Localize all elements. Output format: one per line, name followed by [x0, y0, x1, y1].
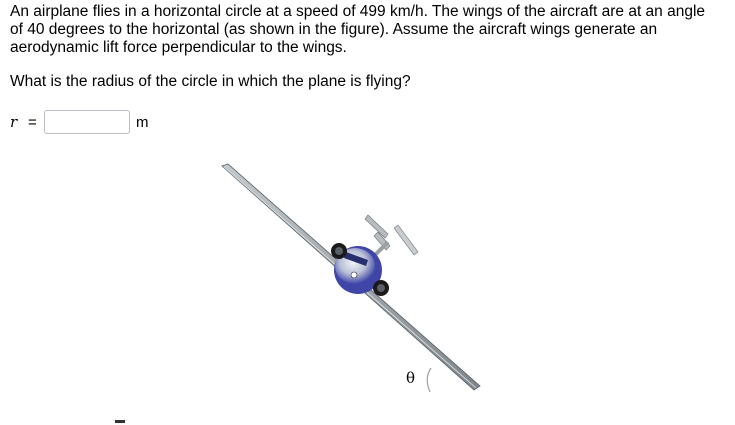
angle-arc	[427, 368, 431, 392]
radius-variable-label: r	[10, 113, 18, 131]
angle-theta-label: θ	[406, 369, 416, 387]
question-text: What is the radius of the circle in which the plane is flying?	[10, 73, 411, 90]
radius-answer-input[interactable]	[44, 110, 130, 134]
airplane-figure	[218, 160, 488, 405]
unit-label: m	[136, 113, 149, 131]
answer-row	[10, 108, 149, 136]
bottom-edge-mark	[115, 420, 125, 423]
airplane-banking-illustration	[218, 160, 488, 400]
problem-statement: An airplane flies in a horizontal circle at a speed of 499 km/h. The wings of the aircraft are at an angle of 40 degrees to the horizontal (as shown in the figure). Assume the aircraft wings generate an aerodynamic lift force perpendicular to the wings.	[10, 3, 706, 56]
equals-sign: =	[28, 113, 37, 131]
